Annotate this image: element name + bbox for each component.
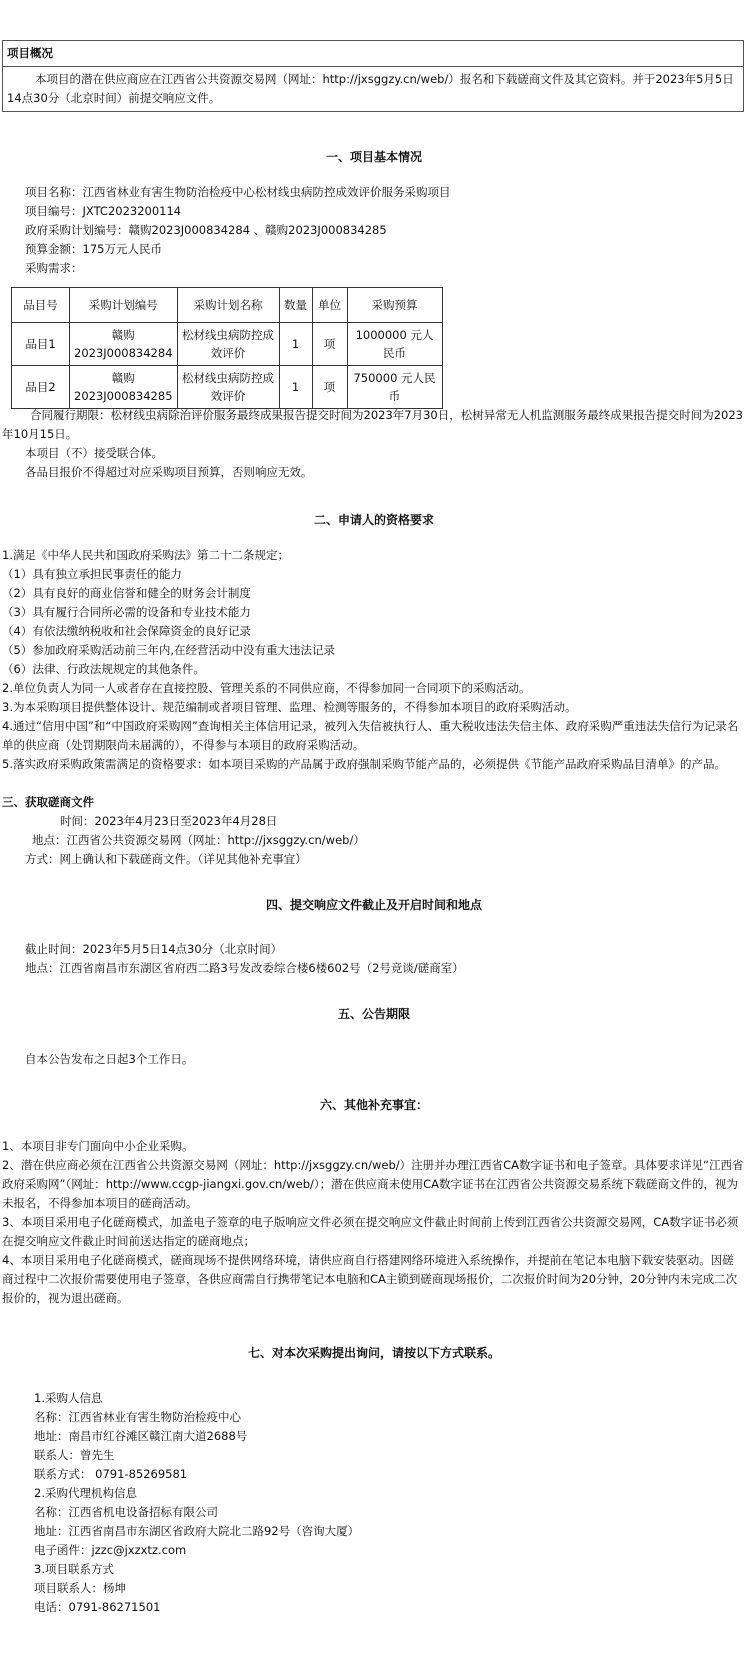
table-cell: 品目1: [12, 323, 70, 366]
contact-heading: 1.采购人信息: [34, 1391, 103, 1405]
union-note: 本项目（不）接受联合体。: [25, 446, 163, 460]
contact-line: 地址：江西省南昌市东湖区省政府大院北二路92号（咨询大厦）: [34, 1524, 360, 1538]
section-5-title: 五、公告期限: [337, 1007, 410, 1021]
table-cell: 1: [279, 366, 312, 409]
table-header: 单位: [312, 288, 347, 323]
contact-heading: 2.采购代理机构信息: [34, 1486, 137, 1500]
table-cell: 品目2: [12, 366, 70, 409]
qualification-item: （2）具有良好的商业信誉和健全的财务会计制度: [2, 586, 251, 600]
budget-limit-note: 各品目报价不得超过对应采购项目预算，否则响应无效。: [25, 465, 313, 479]
contract-period: 合同履行期限：松材线虫病除治评价服务最终成果报告提交时间为2023年7月30日，松树异常无人机监测服务最终成果报告提交时间为2023年10月15日。: [2, 408, 743, 441]
table-cell: 赣购2023J000834285: [70, 366, 178, 409]
table-header: 采购计划名称: [177, 288, 279, 323]
contact-email: 电子函件：jzzc@jxzxtz.com: [34, 1543, 187, 1557]
contact-line: 联系方式： 0791-85269581: [34, 1467, 188, 1481]
table-cell: 松材线虫病防控成效评价: [177, 323, 279, 366]
supplement-item: 2、潜在供应商必须在江西省公共资源交易网（网址：http://jxsggzy.cn/web/）注册并办理江西省CA数字证书和电子签章。具体要求详见“江西省政府采购网”（网址：http://www.ccgp-jiangxi.gov.cn/web/）；潜在供应商未使用CA数字证书在江西省公共资源交易系统下载磋商文件的，视为未报名，不得参加本项目的磋商活动。: [2, 1158, 744, 1210]
table-row: [12, 323, 443, 366]
requirements-table: [11, 287, 443, 409]
table-header: 采购计划编号: [70, 288, 178, 323]
qualification-item: 5.落实政府采购政策需满足的资格要求：如本项目采购的产品属于政府强制采购节能产品的，必须提供《节能产品政府采购品目清单》的产品。: [2, 757, 726, 771]
submission-deadline: 截止时间：2023年5月5日14点30分（北京时间）: [25, 942, 283, 956]
contact-heading: 3.项目联系方式: [34, 1562, 114, 1576]
qualification-item: （5）参加政府采购活动前三年内,在经营活动中没有重大违法记录: [2, 643, 335, 657]
table-cell: 项: [312, 323, 347, 366]
demand-label: 采购需求：: [25, 261, 83, 275]
table-header: 数量: [279, 288, 312, 323]
qualification-item: （4）有依法缴纳税收和社会保障资金的良好记录: [2, 624, 251, 638]
budget-amount: 预算金额：175万元人民币: [25, 242, 162, 256]
qualification-item: （1）具有独立承担民事责任的能力: [2, 567, 182, 581]
notice-period: 自本公告发布之日起3个工作日。: [25, 1052, 194, 1066]
section-7-title: 七、对本次采购提出询问，请按以下方式联系。: [247, 1346, 500, 1360]
section-6-title: 六、其他补充事宜：: [319, 1098, 428, 1112]
qualification-item: 2.单位负责人为同一人或者存在直接控股、管理关系的不同供应商，不得参加同一合同项下的采购活动。: [2, 681, 531, 695]
acquire-time: 时间：2023年4月23日至2023年4月28日: [60, 814, 278, 828]
table-cell: 750000 元人民币: [347, 366, 442, 409]
qualification-item: （3）具有履行合同所必需的设备和专业技术能力: [2, 605, 251, 619]
overview-heading: 项目概况: [3, 41, 744, 67]
table-cell: 赣购2023J000834284: [70, 323, 178, 366]
qualification-item: 3.为本采购项目提供整体设计、规范编制或者项目管理、监理、检测等服务的，不得参加本项目的政府采购活动。: [2, 700, 577, 714]
acquire-method: 方式：网上确认和下载磋商文件。（详见其他补充事宜）: [25, 852, 307, 866]
project-name: 项目名称：江西省林业有害生物防治检疫中心松材线虫病防控成效评价服务采购项目: [25, 185, 451, 199]
contact-line: 名称：江西省机电设备招标有限公司: [34, 1505, 218, 1519]
supplement-item: 1、本项目非专门面向中小企业采购。: [2, 1139, 194, 1153]
supplement-item: 4、本项目采用电子化磋商模式，磋商现场不提供网络环境，请供应商自行搭建网络环境进入系统操作，并提前在笔记本电脑下载安装驱动。因磋商过程中二次报价需要使用电子签章，各供应商需自行携带笔记本电脑和CA主锁到磋商现场报价，二次报价时间为20分钟，20分钟内未完成二次报价的，视为退出磋商。: [2, 1253, 738, 1305]
overview-text: 本项目的潜在供应商应在江西省公共资源交易网（网址：http://jxsggzy.cn/web/）报名和下载磋商文件及其它资料。并于2023年5月5日14点30分（北京时间）前提交响应文件。: [3, 67, 744, 112]
table-header-row: [12, 288, 443, 323]
qualification-item: 4.通过“信用中国”和“中国政府采购网”查询相关主体信用记录，被列入失信被执行人、重大税收违法失信主体、政府采购严重违法失信行为记录名单的供应商（处罚期限尚未届满的），不得参与本项目的政府采购活动。: [2, 719, 739, 752]
acquire-place: 地点：江西省公共资源交易网（网址：http://jxsggzy.cn/web/）: [32, 833, 365, 847]
submission-place: 地点：江西省南昌市东湖区省府西二路3号发改委综合楼6楼602号（2号竞谈/磋商室）: [25, 961, 464, 975]
plan-code: 政府采购计划编号：赣购2023J000834284 、赣购2023J000834285: [25, 223, 387, 237]
table-cell: 项: [312, 366, 347, 409]
contact-line: 联系人：曾先生: [34, 1448, 115, 1462]
supplement-item: 3、本项目采用电子化磋商模式，加盖电子签章的电子版响应文件必须在提交响应文件截止时间前上传到江西省公共资源交易网，CA数字证书必须在提交响应文件截止时间前送达指定的磋商地点；: [2, 1215, 739, 1248]
table-cell: 松材线虫病防控成效评价: [177, 366, 279, 409]
section-2-title: 二、申请人的资格要求: [313, 513, 434, 527]
table-header: 采购预算: [347, 288, 442, 323]
contact-line: 地址：南昌市红谷滩区赣江南大道2688号: [34, 1429, 248, 1443]
qualification-item: 1.满足《中华人民共和国政府采购法》第二十二条规定；: [2, 548, 289, 562]
table-cell: 1000000 元人民币: [347, 323, 442, 366]
table-cell: 1: [279, 323, 312, 366]
table-header: 品目号: [12, 288, 70, 323]
qualification-item: （6）法律、行政法规规定的其他条件。: [2, 662, 205, 676]
overview-box: [2, 40, 744, 112]
contact-line: 名称：江西省林业有害生物防治检疫中心: [34, 1410, 241, 1424]
table-row: [12, 366, 443, 409]
project-code: 项目编号：JXTC2023200114: [25, 204, 182, 218]
section-3-title: 三、获取磋商文件: [2, 795, 94, 809]
contact-line: 项目联系人：杨坤: [34, 1581, 126, 1595]
section-1-title: 一、项目基本情况: [325, 150, 422, 164]
section-4-title: 四、提交响应文件截止及开启时间和地点: [265, 898, 482, 912]
contact-line: 电话：0791-86271501: [34, 1600, 161, 1614]
